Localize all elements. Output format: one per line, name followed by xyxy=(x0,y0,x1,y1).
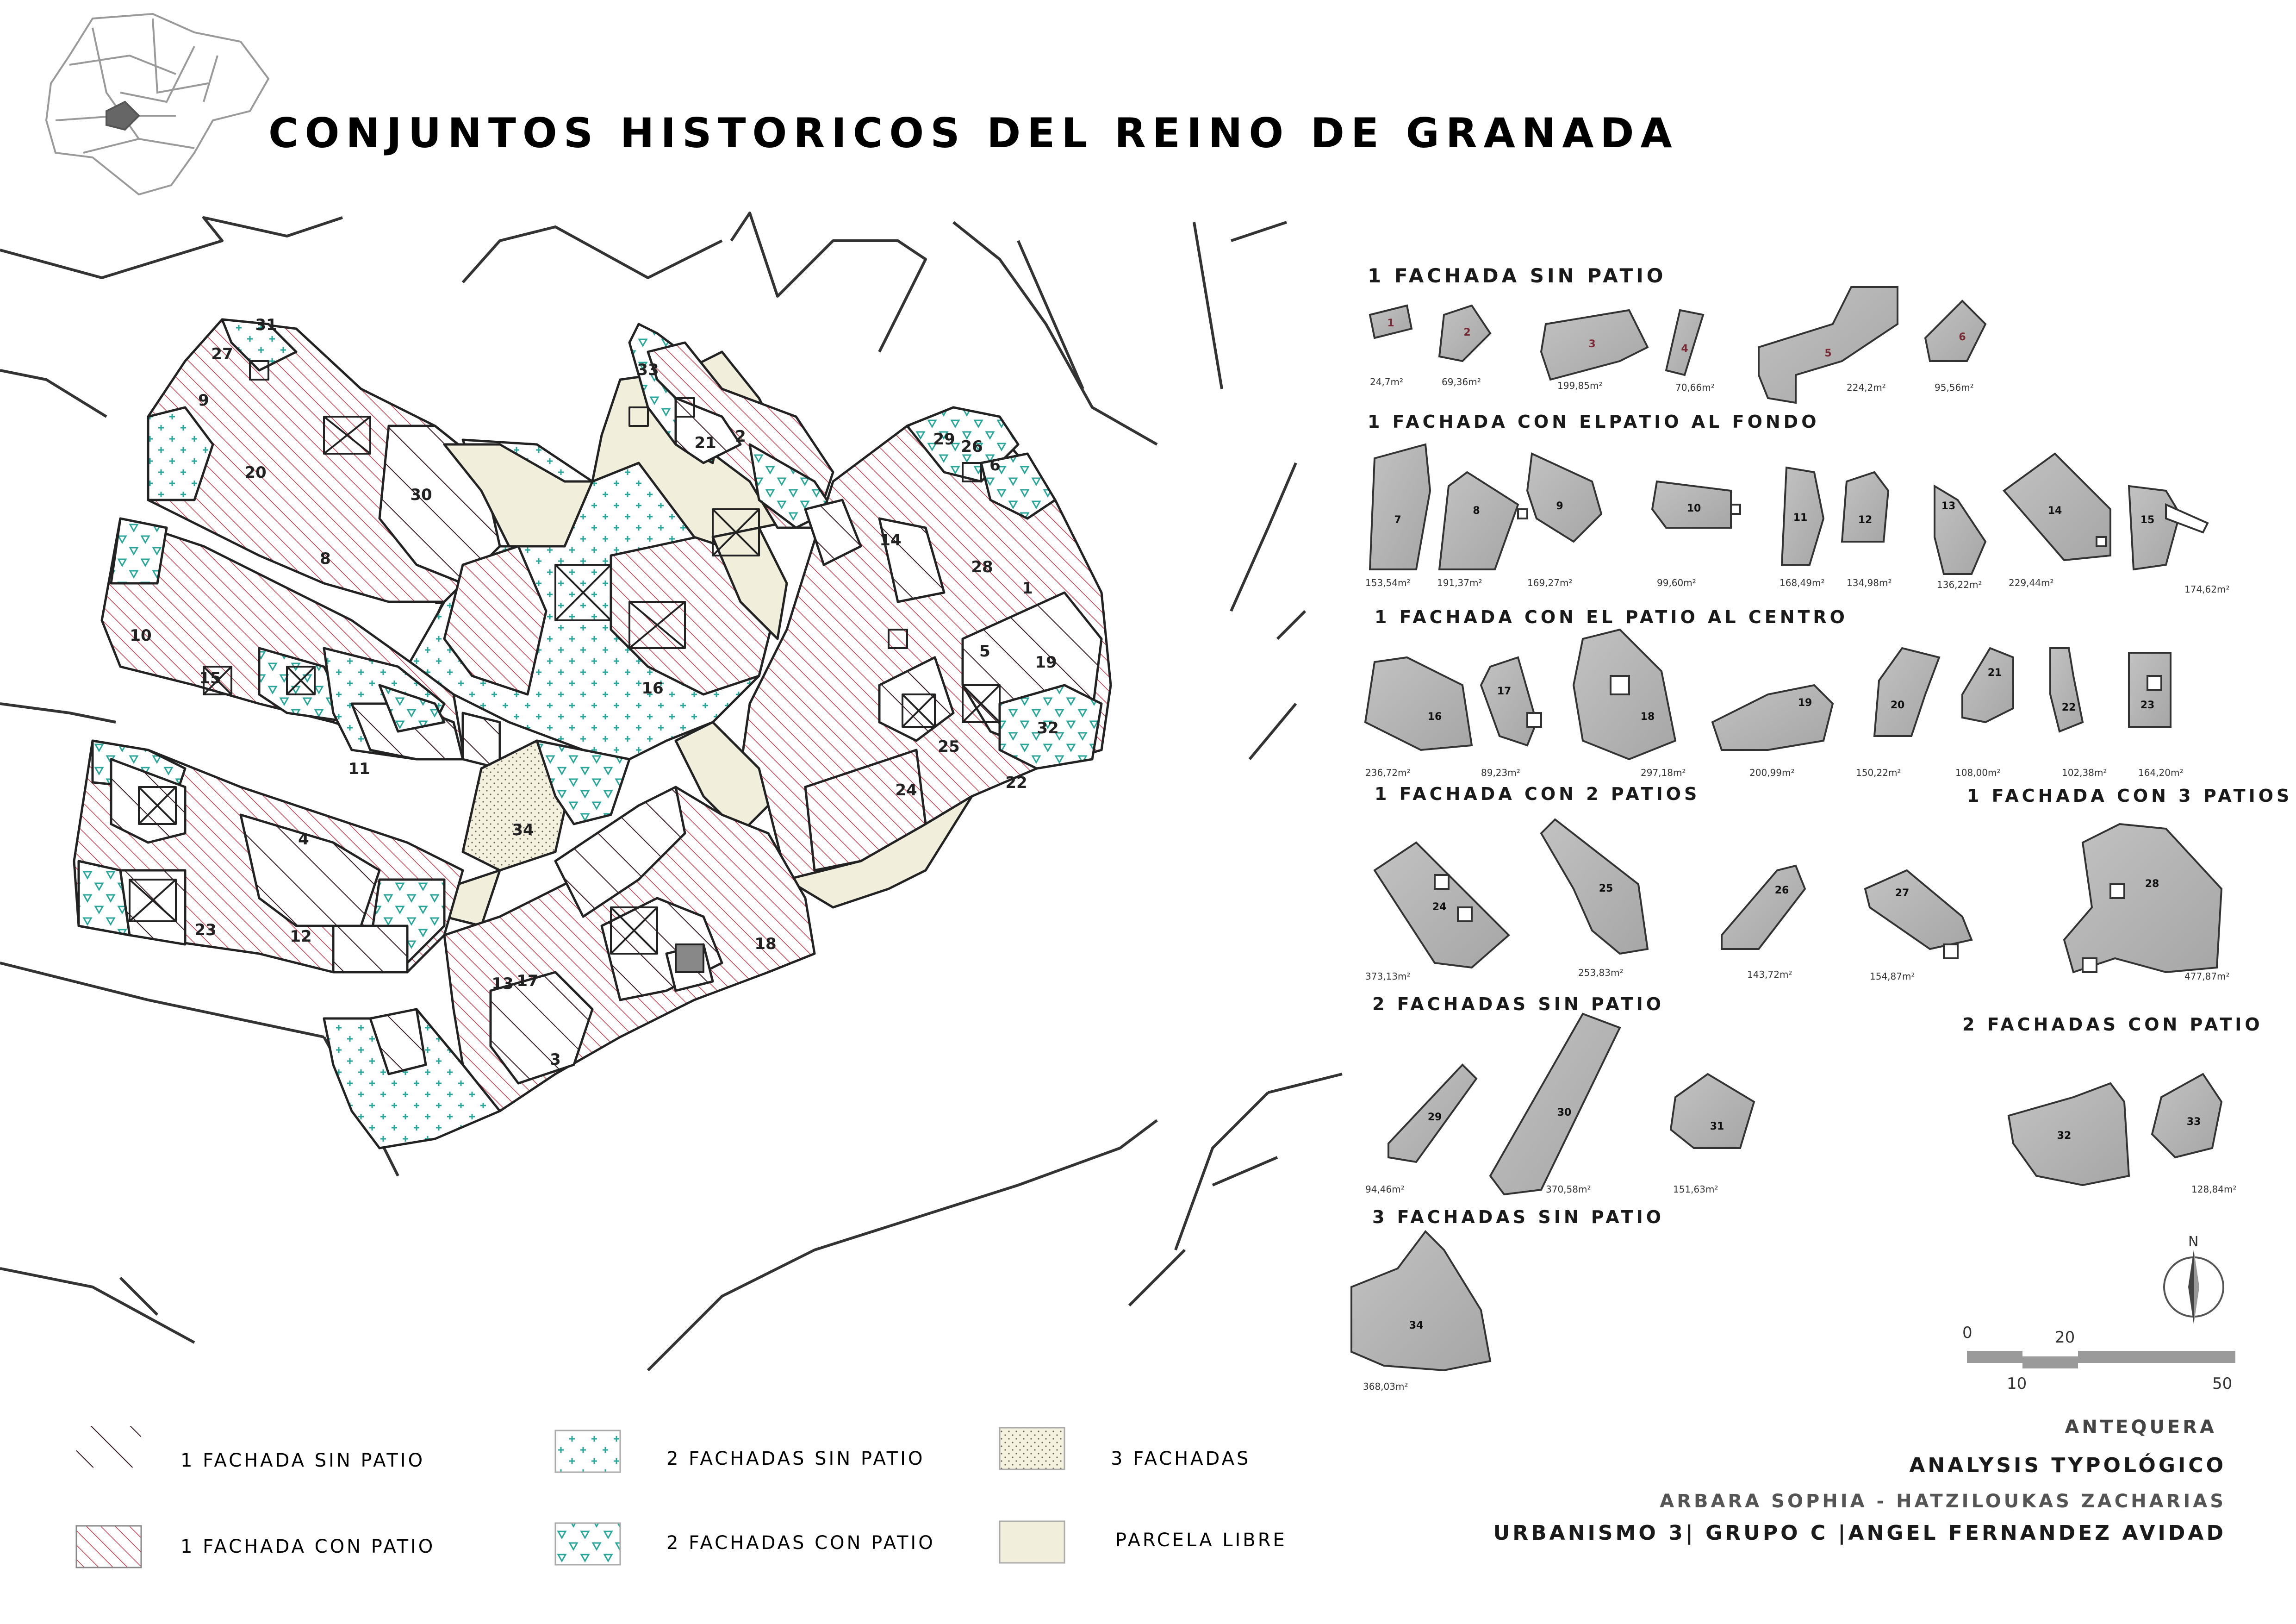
sheet-title: CONJUNTOS HISTORICOS DEL REINO DE GRANADA xyxy=(268,109,1679,157)
area-26: 143,72m² xyxy=(1747,969,1792,980)
area-15: 174,62m² xyxy=(2184,584,2230,595)
locator-map xyxy=(46,14,268,194)
parcel-shape-26 xyxy=(1722,866,1805,949)
map-label-18: 18 xyxy=(754,935,777,953)
catalogue-number-12: 12 xyxy=(1858,514,1873,526)
catalogue-number-5: 5 xyxy=(1824,348,1832,359)
map-label-22: 22 xyxy=(1005,774,1027,792)
catalogue-number-7: 7 xyxy=(1394,514,1401,526)
area-33: 128,84m² xyxy=(2191,1184,2237,1195)
area-2: 69,36m² xyxy=(1442,376,1481,387)
section-title-1-fachada-con-3-patios: 1 FACHADA CON 3 PATIOS xyxy=(1967,786,2293,806)
catalogue-number-17: 17 xyxy=(1497,686,1512,697)
parcel-shape-7 xyxy=(1370,444,1430,569)
catalogue-number-1: 1 xyxy=(1387,318,1394,329)
catalogue-number-20: 20 xyxy=(1890,700,1905,711)
catalogue-number-29: 29 xyxy=(1427,1112,1442,1123)
area-5: 224,2m² xyxy=(1847,382,1886,393)
parcel-shape-27 xyxy=(1865,870,1972,949)
catalogue-number-15: 15 xyxy=(2140,514,2155,526)
map-label-8: 8 xyxy=(320,550,331,568)
catalogue-number-8: 8 xyxy=(1473,505,1480,517)
parcel-shape-21 xyxy=(1962,648,2013,722)
parcel-shape-28 xyxy=(2064,824,2221,972)
map-label-34: 34 xyxy=(512,821,534,839)
area-17: 89,23m² xyxy=(1481,767,1520,778)
area-30: 370,58m² xyxy=(1546,1184,1591,1195)
credit-subject: ANALYSIS TYPOLÓGICO xyxy=(1909,1454,2226,1477)
parcel-shape-34 xyxy=(1351,1231,1490,1370)
map-label-27: 27 xyxy=(211,345,233,363)
parcel-shape-17 xyxy=(1481,657,1537,745)
catalogue-number-18: 18 xyxy=(1640,711,1655,723)
map-label-32: 32 xyxy=(1037,719,1059,737)
catalogue-number-24: 24 xyxy=(1432,901,1447,913)
map-label-11: 11 xyxy=(348,760,370,778)
map-label-4: 4 xyxy=(298,830,309,849)
catalogue-number-6: 6 xyxy=(1959,331,1966,343)
catalogue-number-9: 9 xyxy=(1556,500,1563,512)
map-label-19: 19 xyxy=(1035,653,1057,672)
legend-label-2-fachadas-sin-patio: 2 FACHADAS SIN PATIO xyxy=(666,1448,925,1469)
scale-tick-0: 0 xyxy=(1962,1324,1972,1342)
section-title-2-fachadas-sin-patio: 2 FACHADAS SIN PATIO xyxy=(1372,994,1665,1014)
map-label-10: 10 xyxy=(130,626,152,645)
scale-tick-50: 50 xyxy=(2212,1374,2233,1393)
area-7: 153,54m² xyxy=(1365,577,1411,588)
credit-course: URBANISMO 3| GRUPO C |ANGEL FERNANDEZ AVIDAD xyxy=(1493,1521,2226,1545)
parcel-shape-9 xyxy=(1527,454,1601,542)
map-label-13: 13 xyxy=(492,974,514,993)
scale-tick-20: 20 xyxy=(2055,1328,2075,1347)
north-arrow xyxy=(2164,1234,2223,1324)
map-label-17: 17 xyxy=(516,972,539,990)
catalogue-number-25: 25 xyxy=(1599,883,1613,894)
section-title-1-fachada-con-elpatio-al-fondo: 1 FACHADA CON ELPATIO AL FONDO xyxy=(1368,412,1820,432)
map-label-23: 23 xyxy=(194,921,217,939)
area-9: 169,27m² xyxy=(1527,577,1573,588)
parcel-shape-4 xyxy=(1666,310,1703,375)
area-23: 164,20m² xyxy=(2138,767,2184,778)
catalogue-number-13: 13 xyxy=(1941,500,1956,512)
credits xyxy=(1493,1417,2226,1545)
area-34: 368,03m² xyxy=(1363,1381,1408,1392)
catalogue-number-32: 32 xyxy=(2057,1130,2072,1142)
map-label-31: 31 xyxy=(255,316,277,334)
legend-swatch-1-fachada-con-patio xyxy=(76,1526,141,1568)
area-4: 70,66m² xyxy=(1675,382,1715,393)
scale-tick-10: 10 xyxy=(2007,1374,2027,1393)
parcel-shape-6 xyxy=(1925,301,1985,361)
area-6: 95,56m² xyxy=(1935,382,1974,393)
parcel-shape-20 xyxy=(1874,648,1939,736)
catalogue-number-30: 30 xyxy=(1557,1107,1572,1118)
legend-swatch-2-fachadas-sin-patio xyxy=(555,1430,620,1472)
parcel-shape-22 xyxy=(2050,648,2083,731)
catalogue-number-3: 3 xyxy=(1588,338,1596,350)
legend-swatch-3-fachadas xyxy=(1000,1428,1064,1469)
catalogue-number-26: 26 xyxy=(1774,885,1789,896)
map-label-33: 33 xyxy=(637,361,659,379)
area-14: 229,44m² xyxy=(2009,577,2054,588)
catalogue-number-14: 14 xyxy=(2047,505,2062,517)
legend-label-2-fachadas-con-patio: 2 FACHADAS CON PATIO xyxy=(666,1532,935,1554)
map-label-21: 21 xyxy=(694,434,716,452)
area-19: 200,99m² xyxy=(1749,767,1795,778)
area-21: 108,00m² xyxy=(1955,767,2001,778)
section-title-1-fachada-con-2-patios: 1 FACHADA CON 2 PATIOS xyxy=(1375,784,1700,804)
legend-swatch-1-fachada-sin-patio xyxy=(76,1426,141,1468)
credit-authors: ARBARA SOPHIA - HATZILOUKAS ZACHARIAS xyxy=(1660,1491,2226,1512)
parcel-shape-15 xyxy=(2129,486,2180,569)
area-1: 24,7m² xyxy=(1370,376,1404,387)
map-label-25: 25 xyxy=(938,737,960,756)
area-31: 151,63m² xyxy=(1673,1184,1718,1195)
map-label-2: 2 xyxy=(735,427,746,446)
urban-map xyxy=(0,213,1342,1370)
catalogue-number-23: 23 xyxy=(2140,700,2155,711)
parcel-shape-30 xyxy=(1490,1014,1620,1194)
section-title-1-fachada-con-el-patio-al-centro: 1 FACHADA CON EL PATIO AL CENTRO xyxy=(1375,607,1848,627)
area-3: 199,85m² xyxy=(1557,380,1603,391)
map-label-30: 30 xyxy=(410,486,432,504)
map-label-26: 26 xyxy=(961,437,983,456)
area-13: 136,22m² xyxy=(1937,579,1982,590)
map-label-5: 5 xyxy=(979,642,990,661)
catalogue-number-34: 34 xyxy=(1409,1320,1424,1331)
legend xyxy=(76,1426,1287,1568)
area-29: 94,46m² xyxy=(1365,1184,1405,1195)
parcel-shape-8 xyxy=(1439,472,1518,569)
catalogue-number-16: 16 xyxy=(1427,711,1442,723)
map-label-15: 15 xyxy=(199,669,221,687)
parcel-shape-12 xyxy=(1842,472,1888,542)
parcel-shape-19 xyxy=(1712,685,1833,750)
area-20: 150,22m² xyxy=(1856,767,1901,778)
typology-catalogue xyxy=(1351,264,2292,1392)
section-title-2-fachadas-con-patio: 2 FACHADAS CON PATIO xyxy=(1962,1014,2263,1035)
area-16: 236,72m² xyxy=(1365,767,1411,778)
map-label-24: 24 xyxy=(895,781,917,800)
map-label-9: 9 xyxy=(198,391,209,410)
catalogue-number-10: 10 xyxy=(1686,503,1701,514)
catalogue-number-31: 31 xyxy=(1710,1121,1724,1132)
map-label-28: 28 xyxy=(971,558,993,576)
area-27: 154,87m² xyxy=(1870,971,1915,982)
map-label-1: 1 xyxy=(1022,579,1033,598)
area-22: 102,38m² xyxy=(2062,767,2107,778)
area-28: 477,87m² xyxy=(2184,971,2230,982)
section-title-1-fachada-sin-patio: 1 FACHADA SIN PATIO xyxy=(1368,264,1667,287)
parcel-shape-16 xyxy=(1365,657,1472,750)
section-title-3-fachadas-sin-patio: 3 FACHADAS SIN PATIO xyxy=(1372,1207,1665,1227)
legend-label-1-fachada-sin-patio: 1 FACHADA SIN PATIO xyxy=(180,1450,425,1471)
north-label: N xyxy=(2188,1234,2199,1250)
map-label-14: 14 xyxy=(879,531,902,550)
area-10: 99,60m² xyxy=(1657,577,1696,588)
area-12: 134,98m² xyxy=(1847,577,1892,588)
legend-label-parcela-libre: PARCELA LIBRE xyxy=(1115,1530,1287,1551)
catalogue-number-33: 33 xyxy=(2186,1116,2201,1128)
catalogue-number-2: 2 xyxy=(1463,327,1471,338)
catalogue-number-11: 11 xyxy=(1793,512,1808,524)
credit-city: ANTEQUERA xyxy=(2065,1417,2217,1438)
map-label-6: 6 xyxy=(989,456,1001,475)
parcel-shape-33 xyxy=(2152,1074,2221,1157)
parcel-shape-31 xyxy=(1671,1074,1754,1148)
area-8: 191,37m² xyxy=(1437,577,1482,588)
map-label-7: 7 xyxy=(434,599,445,618)
catalogue-number-4: 4 xyxy=(1681,343,1688,355)
area-18: 297,18m² xyxy=(1641,767,1686,778)
catalogue-number-22: 22 xyxy=(2061,702,2076,713)
catalogue-number-21: 21 xyxy=(1987,667,2002,679)
map-label-29: 29 xyxy=(933,430,955,449)
parcel-shape-13 xyxy=(1935,486,1985,574)
map-label-3: 3 xyxy=(550,1050,561,1069)
legend-swatch-parcela-libre xyxy=(1000,1521,1064,1563)
legend-label-1-fachada-con-patio: 1 FACHADA CON PATIO xyxy=(180,1536,436,1557)
area-11: 168,49m² xyxy=(1780,577,1825,588)
legend-swatch-2-fachadas-con-patio xyxy=(555,1523,620,1565)
area-25: 253,83m² xyxy=(1578,967,1624,978)
area-24: 373,13m² xyxy=(1365,971,1411,982)
map-label-16: 16 xyxy=(641,679,664,698)
map-label-12: 12 xyxy=(290,927,312,946)
catalogue-number-28: 28 xyxy=(2145,878,2159,890)
map-label-20: 20 xyxy=(244,463,267,482)
legend-label-3-fachadas: 3 FACHADAS xyxy=(1111,1448,1251,1469)
parcel-shape-25 xyxy=(1541,819,1648,954)
catalogue-number-27: 27 xyxy=(1895,887,1910,899)
scale-bar xyxy=(1962,1324,2235,1393)
catalogue-number-19: 19 xyxy=(1798,697,1812,709)
